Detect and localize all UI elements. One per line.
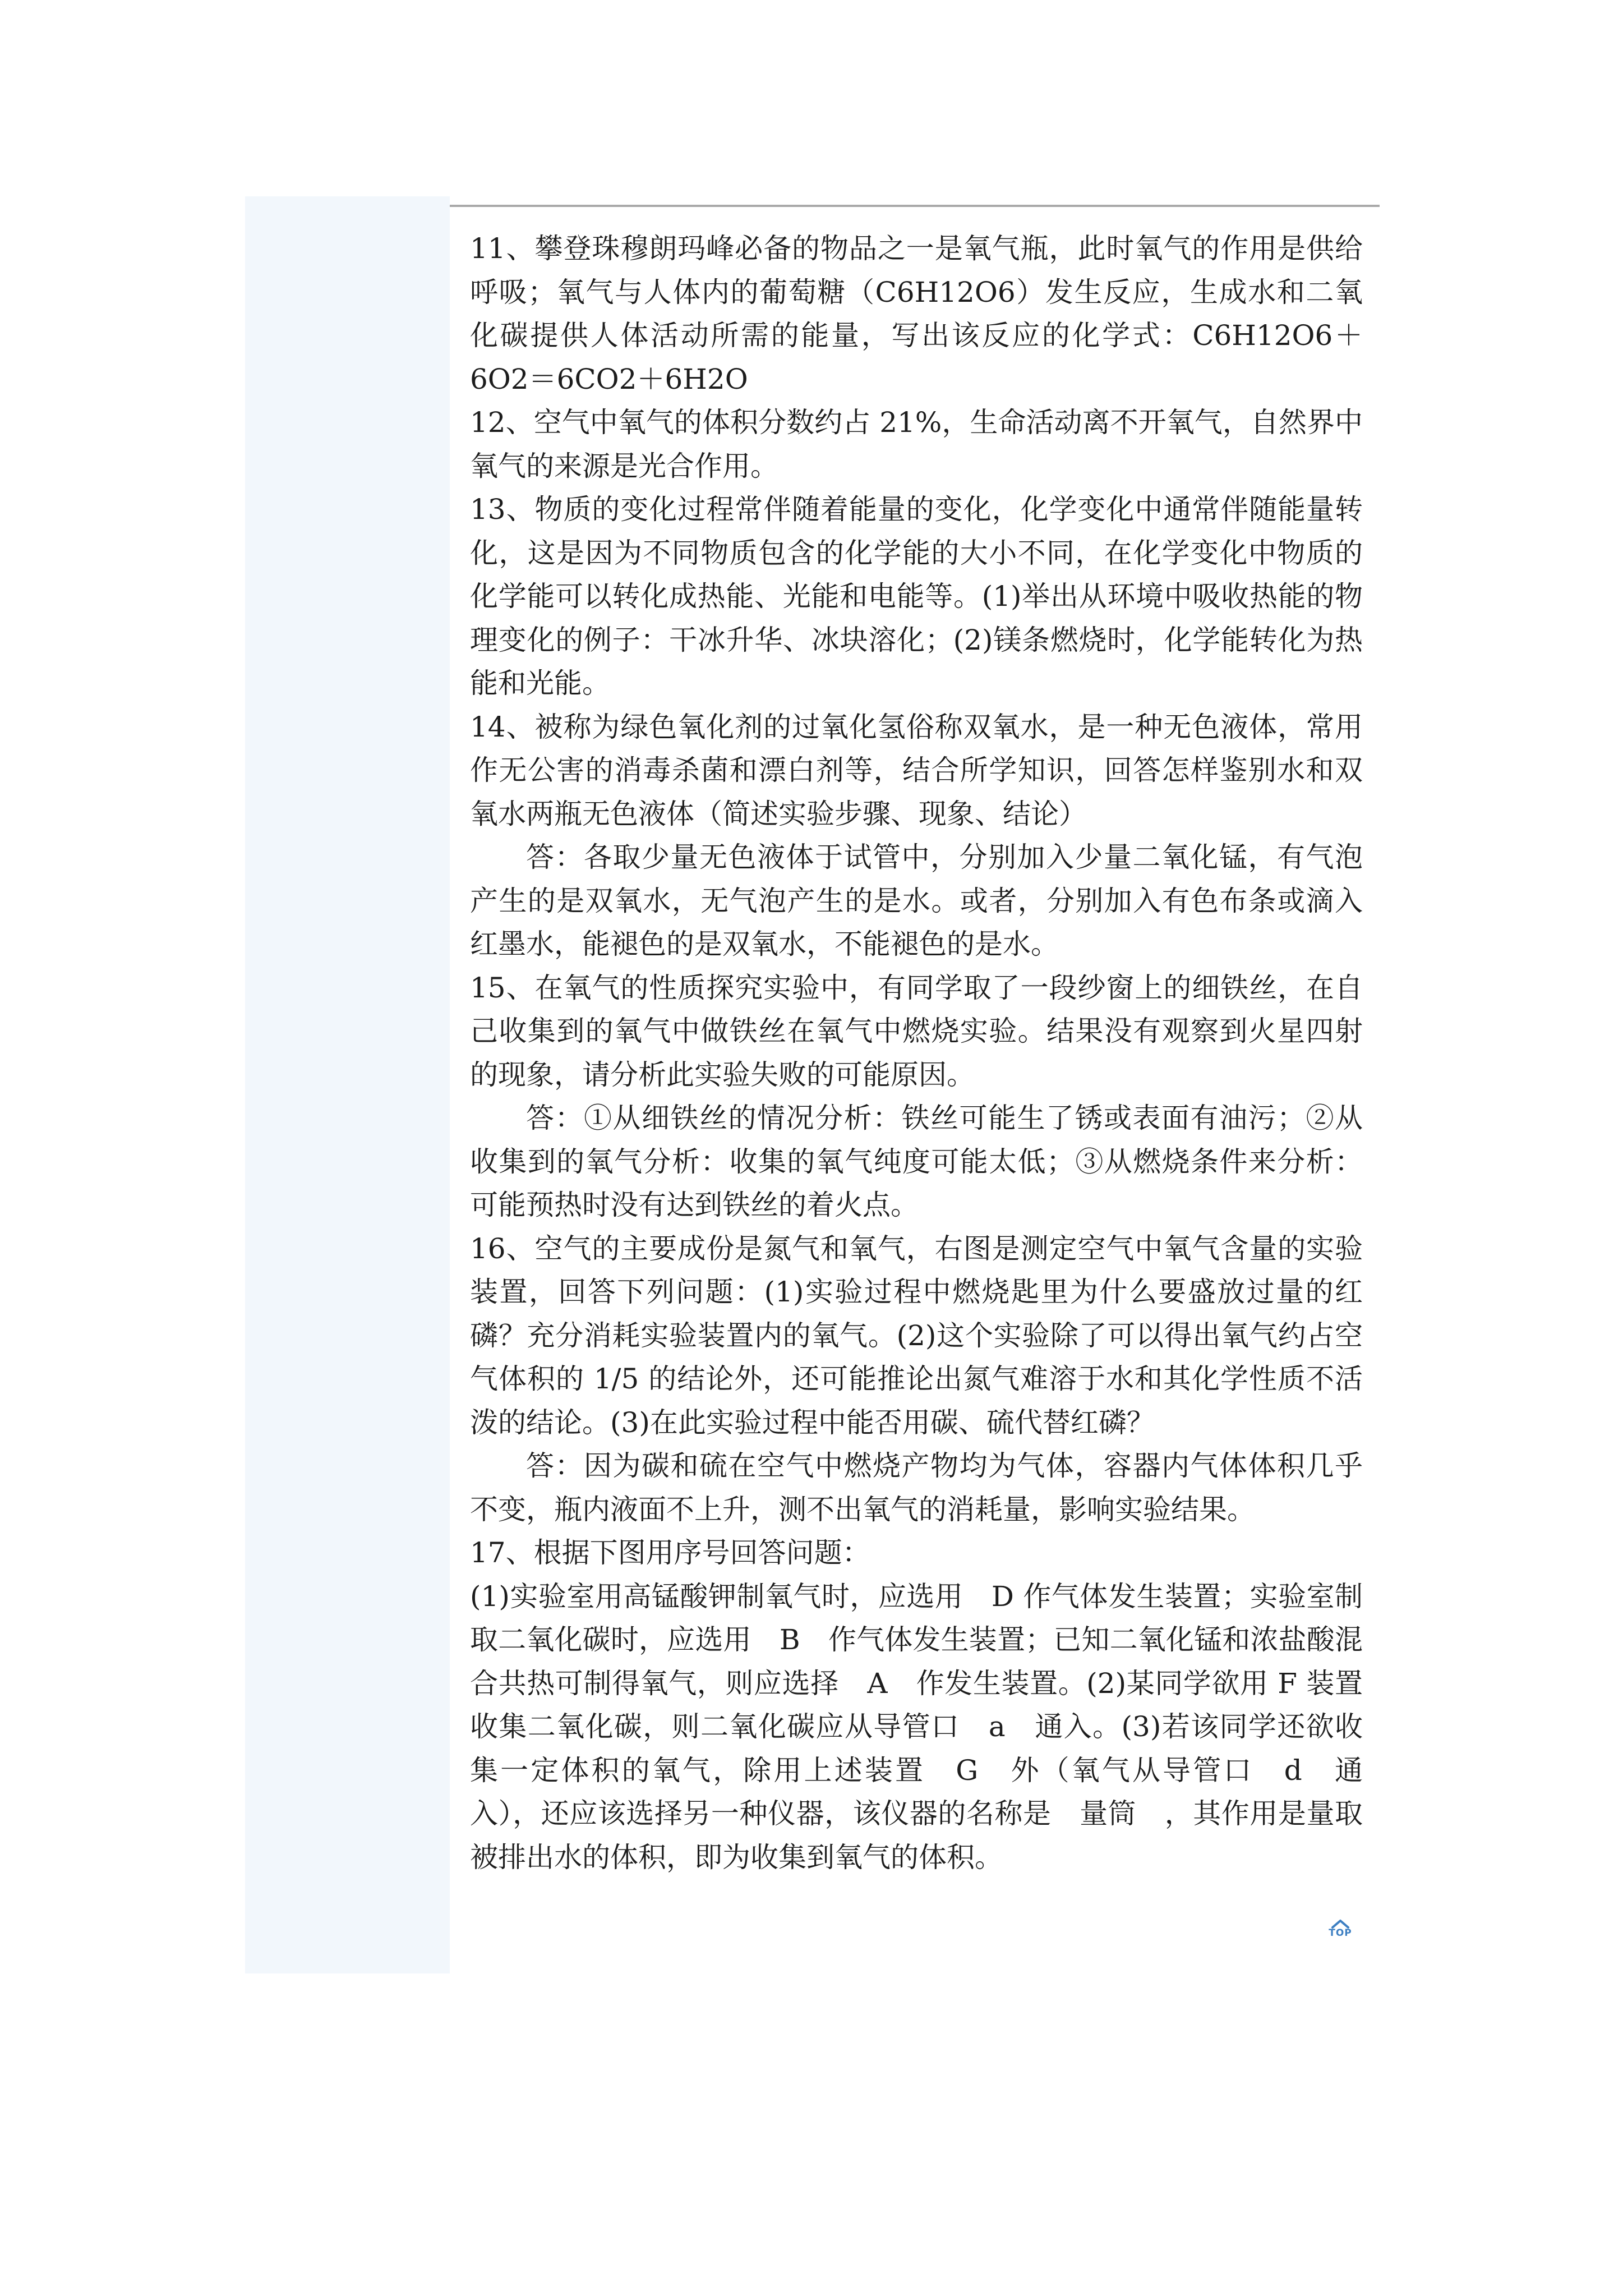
article-body (470, 227, 1363, 1879)
answer-15: 答：①从细铁丝的情况分析：铁丝可能生了锈或表面有油污；②从收集到的氧气分析：收集的氧气纯度可能太低；③从燃烧条件来分析：可能预热时没有达到铁丝的着火点。 (470, 1102, 1363, 1221)
question-15: 15、在氧气的性质探究实验中，有同学取了一段纱窗上的细铁丝，在自己收集到的氧气中做铁丝在氧气中燃烧实验。结果没有观察到火星四射的现象，请分析此实验失败的可能原因。 (470, 971, 1363, 1091)
question-12: 12、空气中氧气的体积分数约占 21%，生命活动离不开氧气，自然界中氧气的来源是光合作用。 (470, 406, 1363, 482)
header-divider (450, 205, 1380, 207)
back-to-top-link[interactable] (1324, 1918, 1357, 1943)
back-to-top-label: TOP (1329, 1927, 1352, 1939)
left-sidebar-panel (245, 196, 450, 1973)
answer-16: 答：因为碳和硫在空气中燃烧产物均为气体，容器内气体体积几乎不变，瓶内液面不上升，测不出氧气的消耗量，影响实验结果。 (470, 1450, 1363, 1526)
question-16: 16、空气的主要成份是氮气和氧气，右图是测定空气中氧气含量的实验装置，回答下列问题：(1)实验过程中燃烧匙里为什么要盛放过量的红磷？充分消耗实验装置内的氧气。(2)这个实验除了可以得出氧气约占空气体积的 1/5 的结论外，还可能推论出氮气难溶于水和其化学性质不活泼的结论。(3)在此实验过程中能否用碳、硫代替红磷？ (470, 1232, 1363, 1439)
question-14: 14、被称为绿色氧化剂的过氧化氢俗称双氧水，是一种无色液体，常用作无公害的消毒杀菌和漂白剂等，结合所学知识，回答怎样鉴别水和双氧水两瓶无色液体（简述实验步骤、现象、结论） (470, 710, 1363, 830)
answer-14: 答：各取少量无色液体于试管中，分别加入少量二氧化锰，有气泡产生的是双氧水，无气泡产生的是水。或者，分别加入有色布条或滴入红墨水，能褪色的是双氧水，不能褪色的是水。 (470, 841, 1363, 960)
question-17: 17、根据下图用序号回答问题： (470, 1536, 870, 1569)
question-13: 13、物质的变化过程常伴随着能量的变化，化学变化中通常伴随能量转化，这是因为不同物质包含的化学能的大小不同，在化学变化中物质的化学能可以转化成热能、光能和电能等。(1)举出从环境中吸收热能的物理变化的例子：干冰升华、冰块溶化；(2)镁条燃烧时，化学能转化为热能和光能。 (470, 493, 1363, 700)
question-17-body: (1)实验室用高锰酸钾制氧气时，应选用 D 作气体发生装置；实验室制取二氧化碳时，应选用 B 作气体发生装置；已知二氧化锰和浓盐酸混合共热可制得氧气，则应选择 A 作发生装置。(2)某同学欲用 F 装置收集二氧化碳，则二氧化碳应从导管口 a 通入。(3)若该同学还欲收集一定体积的氧气，除用上述装置 G 外（氧气从导管口 d 通入），还应该选择另一种仪器，该仪器的名称是 量筒 ，其作用是量取被排出水的体积，即为收集到氧气的体积。 (470, 1580, 1363, 1874)
question-11: 11、攀登珠穆朗玛峰必备的物品之一是氧气瓶，此时氧气的作用是供给呼吸；氧气与人体内的葡萄糖（C6H12O6）发生反应，生成水和二氧化碳提供人体活动所需的能量，写出该反应的化学式：C6H12O6＋6O2＝6CO2＋6H2O (470, 232, 1363, 395)
